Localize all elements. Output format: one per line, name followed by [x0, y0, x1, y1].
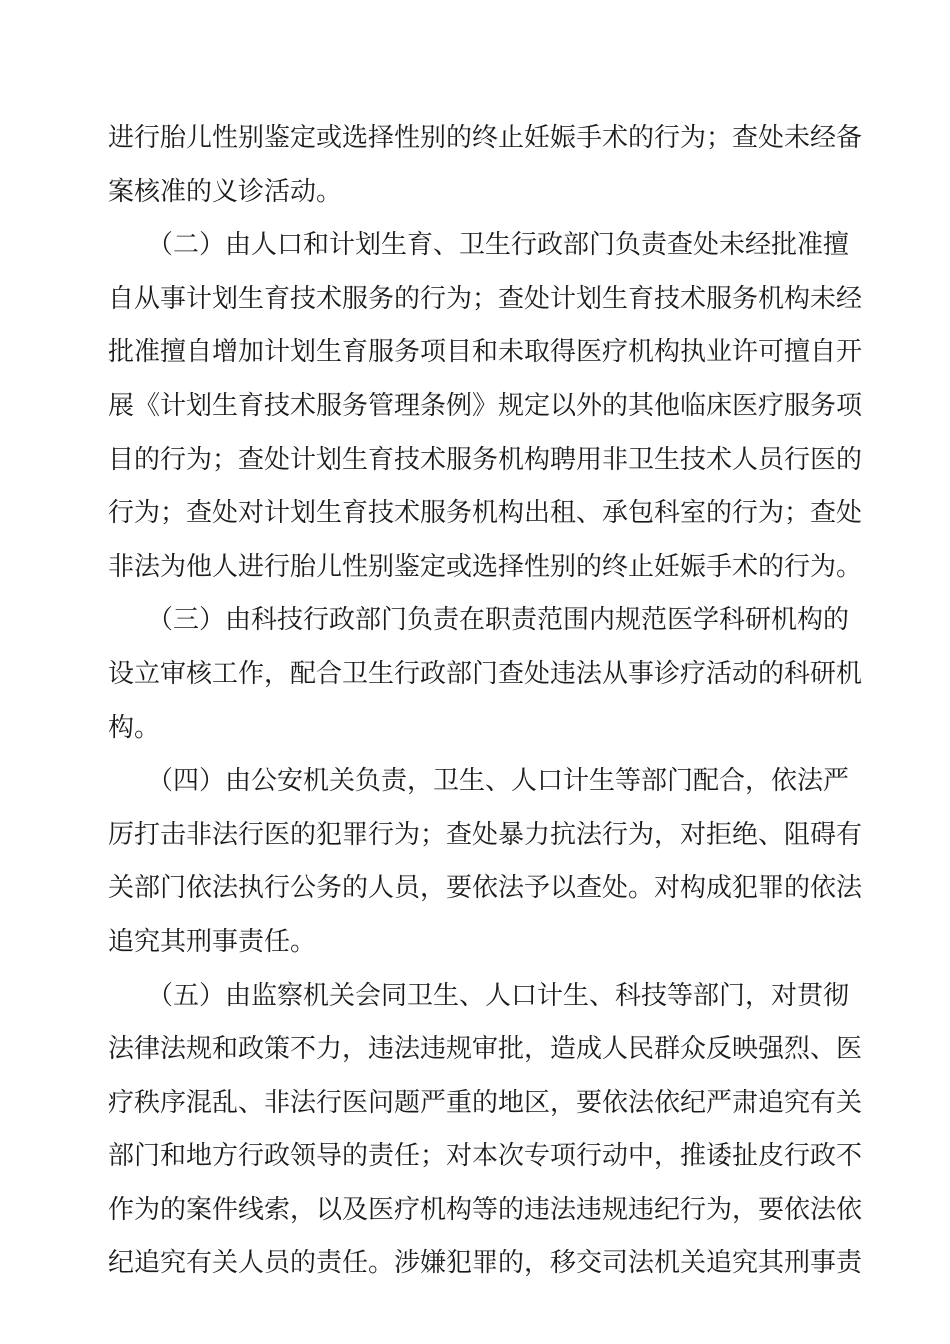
- text-line: 行为；查处对计划生育技术服务机构出租、承包科室的行为；查处: [108, 498, 863, 529]
- paragraph-item-5: [108, 970, 863, 1292]
- text-line: 作为的案件线索，以及医疗机构等的违法违规违纪行为，要依法依: [108, 1194, 863, 1225]
- text-line: 批准擅自增加计划生育服务项目和未取得医疗机构执业许可擅自开: [108, 337, 863, 368]
- text-line: （四）由公安机关负责，卫生、人口计生等部门配合，依法严: [108, 766, 850, 797]
- text-line: 构。: [108, 712, 161, 743]
- text-line: 法律法规和政策不力，违法违规审批，造成人民群众反映强烈、医: [108, 1034, 863, 1065]
- text-line: 纪追究有关人员的责任。涉嫌犯罪的，移交司法机关追究其刑事责: [108, 1248, 863, 1279]
- text-line: 案核准的义诊活动。: [108, 176, 343, 207]
- paragraph-item-4: [108, 755, 863, 969]
- paragraph-item-3: [108, 594, 863, 755]
- text-line: （三）由科技行政部门负责在职责范围内规范医学科研机构的: [108, 605, 850, 636]
- text-line: 目的行为；查处计划生育技术服务机构聘用非卫生技术人员行医的: [108, 444, 863, 475]
- text-line: 进行胎儿性别鉴定或选择性别的终止妊娠手术的行为；查处未经备: [108, 123, 863, 153]
- text-line: 自从事计划生育技术服务的行为；查处计划生育技术服务机构未经: [108, 283, 863, 314]
- text-line: （二）由人口和计划生育、卫生行政部门负责查处未经批准擅: [108, 230, 850, 261]
- text-line: 追究其刑事责任。: [108, 926, 317, 957]
- paragraph-continuation: [108, 112, 863, 219]
- text-line: 厉打击非法行医的犯罪行为；查处暴力抗法行为，对拒绝、阻碍有: [108, 819, 863, 850]
- text-line: 设立审核工作，配合卫生行政部门查处违法从事诊疗活动的科研机: [108, 658, 863, 689]
- text-line: （五）由监察机关会同卫生、人口计生、科技等部门，对贯彻: [108, 980, 850, 1011]
- text-line: 展《计划生育技术服务管理条例》规定以外的其他临床医疗服务项: [108, 390, 863, 421]
- text-line: 关部门依法执行公务的人员，要依法予以查处。对构成犯罪的依法: [108, 873, 863, 904]
- text-line: 疗秩序混乱、非法行医问题严重的地区，要依法依纪严肃追究有关: [108, 1087, 863, 1118]
- paragraph-item-2: [108, 219, 863, 594]
- text-line: 非法为他人进行胎儿性别鉴定或选择性别的终止妊娠手术的行为。: [108, 551, 863, 582]
- document-page: [108, 112, 863, 1291]
- text-line: 部门和地方行政领导的责任；对本次专项行动中，推诿扯皮行政不: [108, 1141, 863, 1172]
